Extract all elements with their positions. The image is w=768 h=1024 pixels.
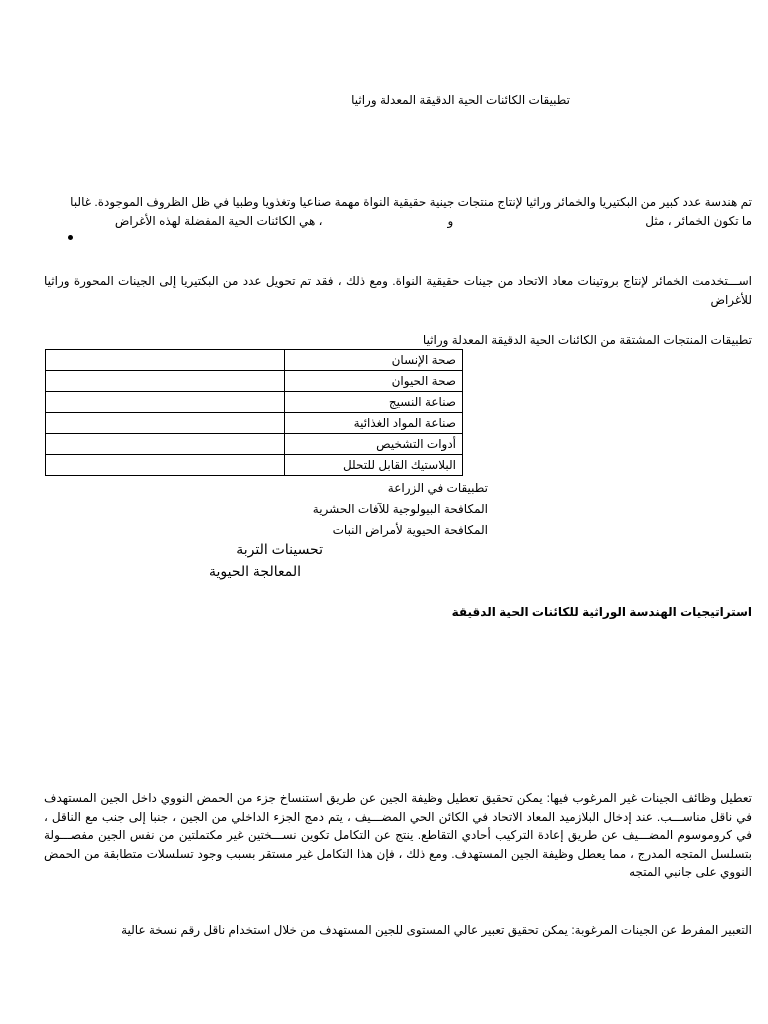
agriculture-item: تحسينات التربة [236,541,323,557]
table-caption: تطبيقات المنتجات المشتقة من الكائنات الحية الدقيقة المعدلة وراثيا [422,333,752,347]
intro-line-2-part-b: و [447,214,454,228]
table-cell-label: البلاستيك القابل للتحلل [285,455,463,476]
bullet-marker [67,234,75,242]
table-cell-value [46,392,285,413]
intro-line-2-part-a: ما تكون الخمائر ، مثل [645,214,752,228]
table-cell-value [46,455,285,476]
intro-line-2 [44,212,752,231]
table-cell-value [46,371,285,392]
table-cell-value [46,350,285,371]
table-row [46,392,463,413]
table-row [46,350,463,371]
table-cell-label: صحة الإنسان [285,350,463,371]
section-heading: استراتيجيات الهندسة الوراثية للكائنات الحية الدقيقة [451,605,752,619]
agriculture-heading: تطبيقات في الزراعة [387,481,488,495]
intro-line-1: تم هندسة عدد كبير من البكتيريا والخمائر وراثيا لإنتاج منتجات جينية حقيقية النواة مهمة صناعيا وتغذويا وطبيا في ظل الظروف الموجودة. غالبا [70,195,752,209]
paragraph-4: التعبير المفرط عن الجينات المرغوبة: يمكن تحقيق تعبير عالي المستوى للجين المستهدف من خلال استخدام ناقل رقم نسخة عالية [121,923,752,937]
table-row [46,413,463,434]
table-row [46,434,463,455]
table-row [46,455,463,476]
page-title: تطبيقات الكائنات الحية الدقيقة المعدلة وراثيا [351,93,570,107]
paragraph-2: اســـتخدمت الخمائر لإنتاج بروتينات معاد الاتحاد من جينات حقيقية النواة. ومع ذلك ، فقد تم تحويل عدد من البكتيريا إلى الجينات المحورة وراثيا للأغراض [44,274,752,307]
intro-paragraph [44,193,752,231]
applications-table [45,349,463,476]
table-cell-label: صناعة المواد الغذائية [285,413,463,434]
table-row [46,371,463,392]
intro-line-2-part-c: ، هي الكائنات الحية المفضلة لهذه الأغراض [114,214,323,228]
table-cell-value [46,434,285,455]
paragraph-3: تعطيل وظائف الجينات غير المرغوب فيها: يمكن تحقيق تعطيل وظيفة الجين عن طريق استنساخ جزء من الحمض النووي داخل الجين المستهدف في ناقل مناســـب. عند إدخال البلازميد المعاد الاتحاد في الكائن الحي المضـــيف ، يتم دمج الجزء الداخلي من الجين ، جنبا إلى جنب مع الناقل ، في كروموسوم المضـــيف عن طريق إعادة التركيب أحادي التقاطع. ينتج عن التكامل تكوين نســـختين غير مكتملتين من نفس الجين مفصـــولة بتسلسل المتجه المدرج ، مما يعطل وظيفة الجين المستهدف. ومع ذلك ، فإن هذا التكامل غير مستقر بسبب وجود تسلسلات متطابقة من الحمض النووي على جانبي المتجه [44,791,752,880]
table-cell-label: أدوات التشخيص [285,434,463,455]
table-cell-label: صحة الحيوان [285,371,463,392]
agriculture-item: المكافحة البيولوجية للآفات الحشرية [312,502,488,516]
agriculture-item: المكافحة الحيوية لأمراض النبات [332,523,488,537]
table-cell-value [46,413,285,434]
agriculture-item: المعالجة الحيوية [208,563,301,579]
table-cell-label: صناعة النسيج [285,392,463,413]
